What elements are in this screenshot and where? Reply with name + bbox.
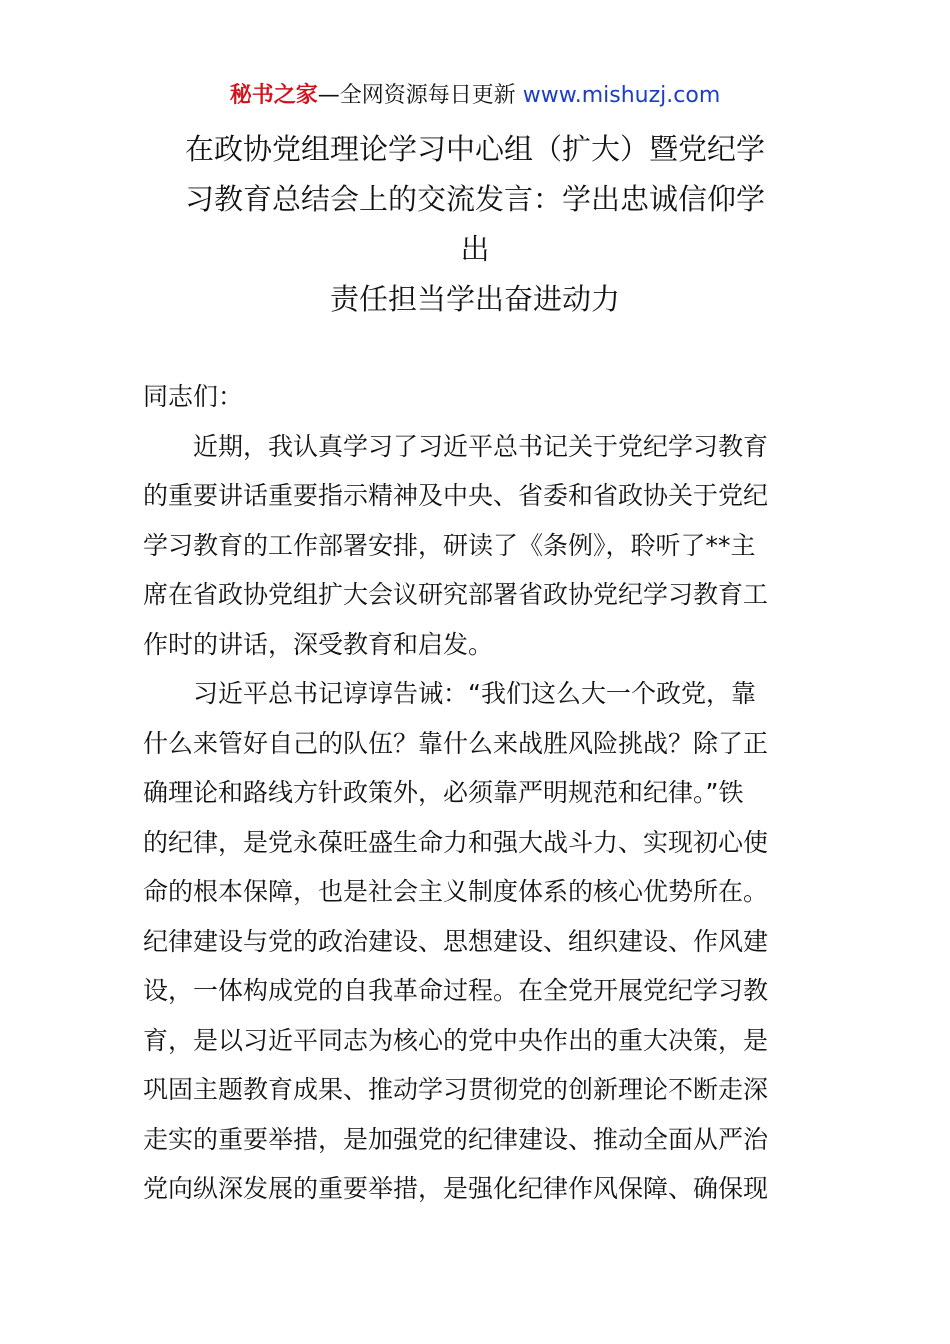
site-url-link[interactable]: www.mishuzj.com xyxy=(522,83,721,108)
text-line: 确理论和路线方针政策外，必须靠严明规范和纪律。”铁 xyxy=(143,778,744,807)
title-line: 习教育总结会上的交流发言：学出忠诚信仰学 xyxy=(184,182,765,216)
site-brand: 秘书之家 xyxy=(229,83,318,108)
title-line: 责任担当学出奋进动力 xyxy=(329,282,620,316)
text-line: 走实的重要举措，是加强党的纪律建设、推动全面从严治 xyxy=(143,1124,769,1154)
text-line: 席在省政协党组扩大会议研究部署省政协党纪学习教育工 xyxy=(143,580,769,609)
text-line: 育，是以习近平同志为核心的党中央作出的重大决策，是 xyxy=(143,1025,769,1055)
text-line: 的重要讲话重要指示精神及中央、省委和省政协关于党纪 xyxy=(143,481,769,510)
paragraph xyxy=(143,422,813,670)
text-line: 党向纵深发展的重要举措，是强化纪律作风保障、确保现 xyxy=(143,1174,769,1203)
text-line: 命的根本保障，也是社会主义制度体系的核心优势所在。 xyxy=(143,877,769,906)
text-line: 设，一体构成党的自我革命过程。在全党开展党纪学习教 xyxy=(143,976,769,1005)
site-tagline: —全网资源每日更新 xyxy=(317,83,523,108)
text-line: 学习教育的工作部署安排，研读了《条例》，聆听了**主 xyxy=(143,530,756,560)
salutation: 同志们： xyxy=(143,382,244,411)
text-line: 的纪律，是党永葆旺盛生命力和强大战斗力、实现初心使 xyxy=(143,827,769,857)
text-line: 作时的讲话，深受教育和启发。 xyxy=(143,629,494,659)
site-header xyxy=(0,78,950,114)
text-line: 习近平总书记谆谆告诫：“我们这么大一个政党，靠 xyxy=(193,679,756,708)
text-line: 纪律建设与党的政治建设、思想建设、组织建设、作风建 xyxy=(143,926,769,956)
document-body xyxy=(143,372,813,1214)
text-line: 巩固主题教育成果、推动学习贯彻党的创新理论不断走深 xyxy=(143,1075,769,1104)
document-title xyxy=(140,124,810,324)
text-line: 什么来管好自己的队伍？靠什么来战胜风险挑战？除了正 xyxy=(143,728,769,758)
text-line: 近期，我认真学习了习近平总书记关于党纪学习教育 xyxy=(193,431,769,461)
paragraph xyxy=(143,669,813,1214)
title-line: 出 xyxy=(460,232,490,266)
title-line: 在政协党组理论学习中心组（扩大）暨党纪学 xyxy=(184,132,765,166)
